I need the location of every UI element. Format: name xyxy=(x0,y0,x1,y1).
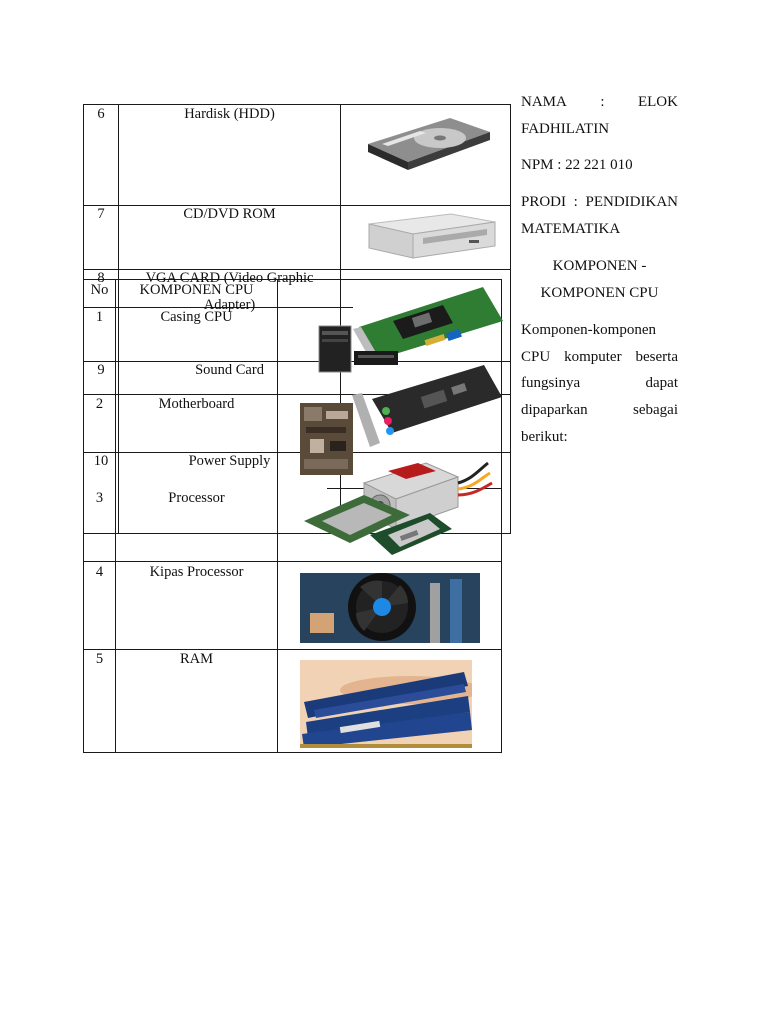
prodi-first: PENDIDIKAN xyxy=(585,194,678,210)
row-5-name: RAM xyxy=(179,651,214,667)
processor-image xyxy=(300,491,455,561)
para-line-2 xyxy=(521,344,678,371)
row-5-number: 5 xyxy=(95,651,104,667)
prodi-line xyxy=(521,189,678,216)
row-1-name: Casing CPU xyxy=(160,309,233,325)
name-colon: : xyxy=(600,94,605,110)
motherboard-image xyxy=(300,403,353,475)
para-word: fungsinya xyxy=(521,375,581,392)
row-4-number: 4 xyxy=(95,564,104,580)
para-word: komputer xyxy=(564,348,622,365)
intro-paragraph xyxy=(521,317,678,451)
cd-dvd-rom-image xyxy=(365,212,499,262)
row-8-name-continued: Adapter) xyxy=(203,297,256,313)
prodi-colon: : xyxy=(573,194,578,210)
header-komponen-cpu: KOMPONEN CPU xyxy=(139,282,254,298)
row-7-name: CD/DVD ROM xyxy=(183,206,276,222)
row-10-number: 10 xyxy=(93,453,109,469)
name-first: ELOK xyxy=(637,94,678,110)
row-3-name: Processor xyxy=(168,490,225,506)
name-line xyxy=(521,89,678,116)
row-9-name: Sound Card xyxy=(195,362,264,378)
row-6-number: 6 xyxy=(97,106,105,122)
para-word: CPU xyxy=(521,348,551,365)
ram-image xyxy=(300,660,472,748)
row-2-number: 2 xyxy=(95,396,104,412)
name-second: FADHILATIN xyxy=(521,120,610,137)
para-line-1: Komponen-komponen xyxy=(521,322,656,338)
row-4-name: Kipas Processor xyxy=(149,564,244,580)
section-heading xyxy=(521,253,678,306)
sound-card-image xyxy=(352,363,504,449)
row-8-name: VGA CARD (Video Graphic xyxy=(145,270,314,286)
row-1-number: 1 xyxy=(95,309,104,325)
heading-line-2: KOMPONEN CPU xyxy=(540,284,659,301)
row-6-name: Hardisk (HDD) xyxy=(184,106,275,122)
para-line-3 xyxy=(521,370,678,397)
student-info xyxy=(521,89,678,142)
para-word: dapat xyxy=(645,375,678,392)
prodi-label: PRODI xyxy=(521,194,567,210)
para-word: dipaparkan xyxy=(521,402,588,419)
row-10-name: Power Supply xyxy=(188,453,271,469)
para-word: sebagai xyxy=(633,402,678,419)
npm-line: NPM : 22 221 010 xyxy=(521,157,633,173)
name-label: NAMA xyxy=(521,94,567,110)
row-7-number: 7 xyxy=(97,206,105,222)
cpu-fan-image xyxy=(300,573,480,643)
para-word: beserta xyxy=(635,348,678,365)
row-2-name: Motherboard xyxy=(158,396,235,412)
row-8-number: 8 xyxy=(97,270,105,286)
row-9-number: 9 xyxy=(97,362,105,378)
header-no: No xyxy=(90,282,109,298)
para-line-4 xyxy=(521,397,678,424)
para-line-5: berikut: xyxy=(521,428,568,445)
prodi-second: MATEMATIKA xyxy=(521,220,621,237)
hard-disk-image xyxy=(362,114,494,174)
program-info xyxy=(521,189,678,242)
heading-line-1: KOMPONEN - xyxy=(552,258,647,274)
row-3-number: 3 xyxy=(95,490,104,506)
